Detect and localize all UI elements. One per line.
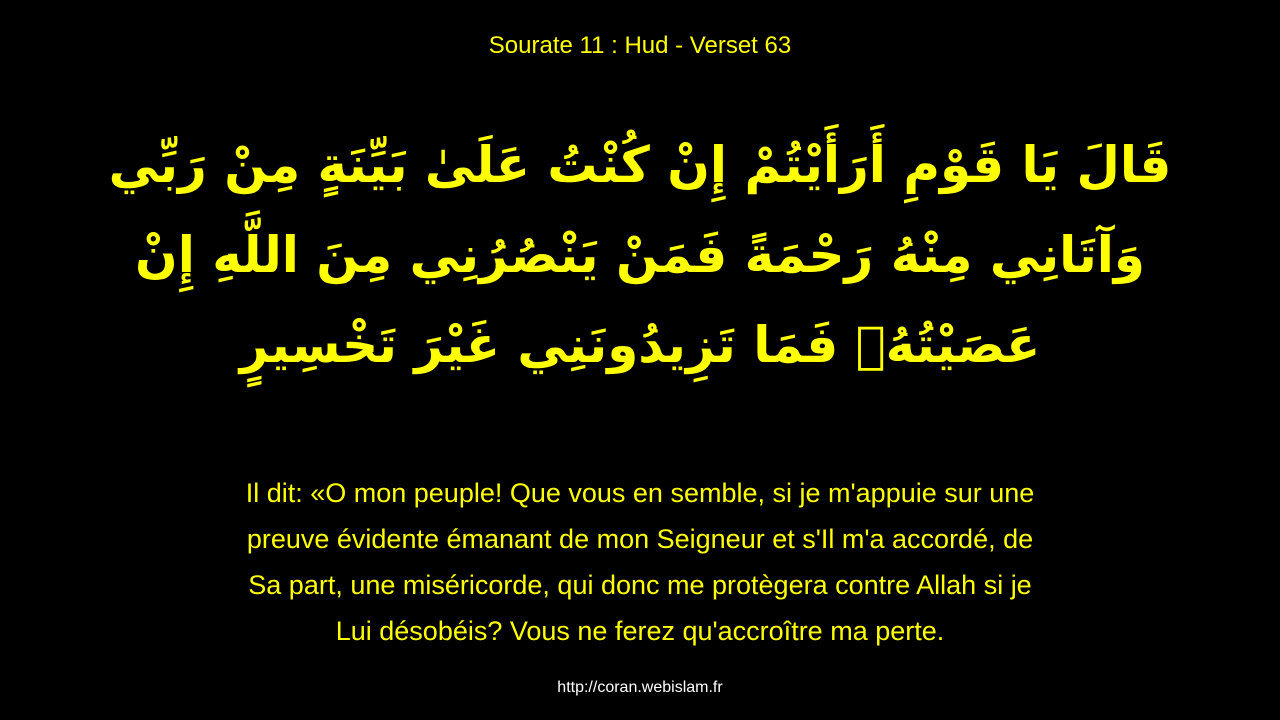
translation-line-1: Il dit: «O mon peuple! Que vous en semble, si je m'appuie sur une [245, 478, 1035, 508]
arabic-verse-line-3: عَصَيْتُهُۖ فَمَا تَزِيدُونَنِي غَيْرَ تَخْسِيرٍ [239, 316, 1041, 374]
arabic-verse-line-1: قَالَ يَا قَوْمِ أَرَأَيْتُمْ إِنْ كُنْتُ عَلَىٰ بَيِّنَةٍ مِنْ رَبِّي [108, 136, 1172, 194]
arabic-verse-line-2: وَآتَانِي مِنْهُ رَحْمَةً فَمَنْ يَنْصُرُنِي مِنَ اللَّهِ إِنْ [135, 226, 1145, 284]
french-translation-block [0, 470, 1280, 654]
translation-line-4: Lui désobéis? Vous ne ferez qu'accroître ma perte. [335, 616, 945, 646]
source-url: http://coran.webislam.fr [557, 679, 723, 696]
page-title: Sourate 11 : Hud - Verset 63 [488, 32, 792, 59]
arabic-verse-block [0, 120, 1280, 390]
translation-line-2: preuve évidente émanant de mon Seigneur et s'Il m'a accordé, de [246, 524, 1034, 554]
translation-line-3: Sa part, une miséricorde, qui donc me protègera contre Allah si je [248, 570, 1032, 600]
